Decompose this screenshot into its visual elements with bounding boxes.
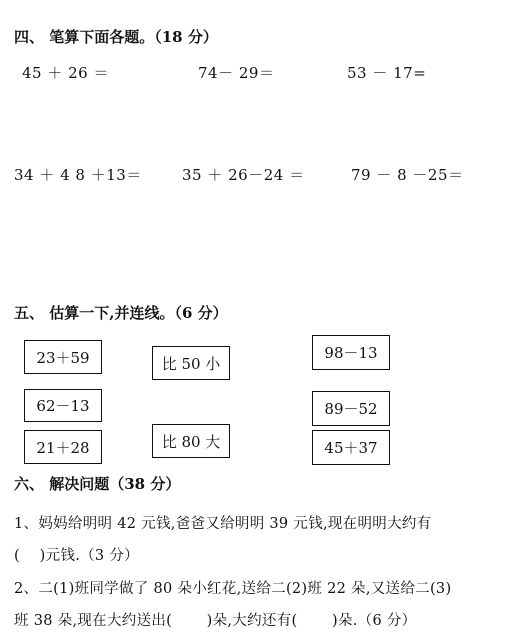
estimate-box-right-1[interactable]: 98－13	[312, 335, 390, 370]
section-5-title: 五、 估算一下,并连线。（6 分）	[14, 304, 228, 322]
question-2-line-2: 班 38 朵,现在大约送出( )朵,大约还有( )朵.（6 分）	[14, 613, 417, 629]
problem-2: 74－ 29＝	[198, 64, 275, 82]
estimate-box-right-2[interactable]: 89－52	[312, 391, 390, 426]
estimate-box-middle-1[interactable]: 比 50 小	[152, 346, 230, 380]
problem-5: 35 ＋ 26－24 ＝	[182, 166, 305, 184]
estimate-box-right-3[interactable]: 45＋37	[312, 430, 390, 465]
question-1-line-2: ( )元钱.（3 分）	[14, 548, 139, 564]
problem-4: 34 ＋ 4 8 ＋13＝	[14, 166, 142, 184]
problem-3: 53 － 17=	[347, 64, 427, 82]
estimate-box-left-2[interactable]: 62－13	[24, 389, 102, 422]
question-2-line-1: 2、二(1)班同学做了 80 朵小红花,送给二(2)班 22 朵,又送给二(3)	[14, 581, 452, 597]
estimate-box-left-1[interactable]: 23＋59	[24, 340, 102, 374]
estimate-box-middle-2[interactable]: 比 80 大	[152, 424, 230, 458]
problem-1: 45 ＋ 26 ＝	[22, 64, 109, 82]
section-6-title: 六、 解决问题（38 分）	[14, 475, 181, 493]
problem-6: 79 － 8 －25＝	[351, 166, 464, 184]
section-4-title: 四、 笔算下面各题。（18 分）	[14, 28, 218, 46]
question-1-line-1: 1、妈妈给明明 42 元钱,爸爸又给明明 39 元钱,现在明明大约有	[14, 516, 432, 532]
estimate-box-left-3[interactable]: 21＋28	[24, 430, 102, 464]
